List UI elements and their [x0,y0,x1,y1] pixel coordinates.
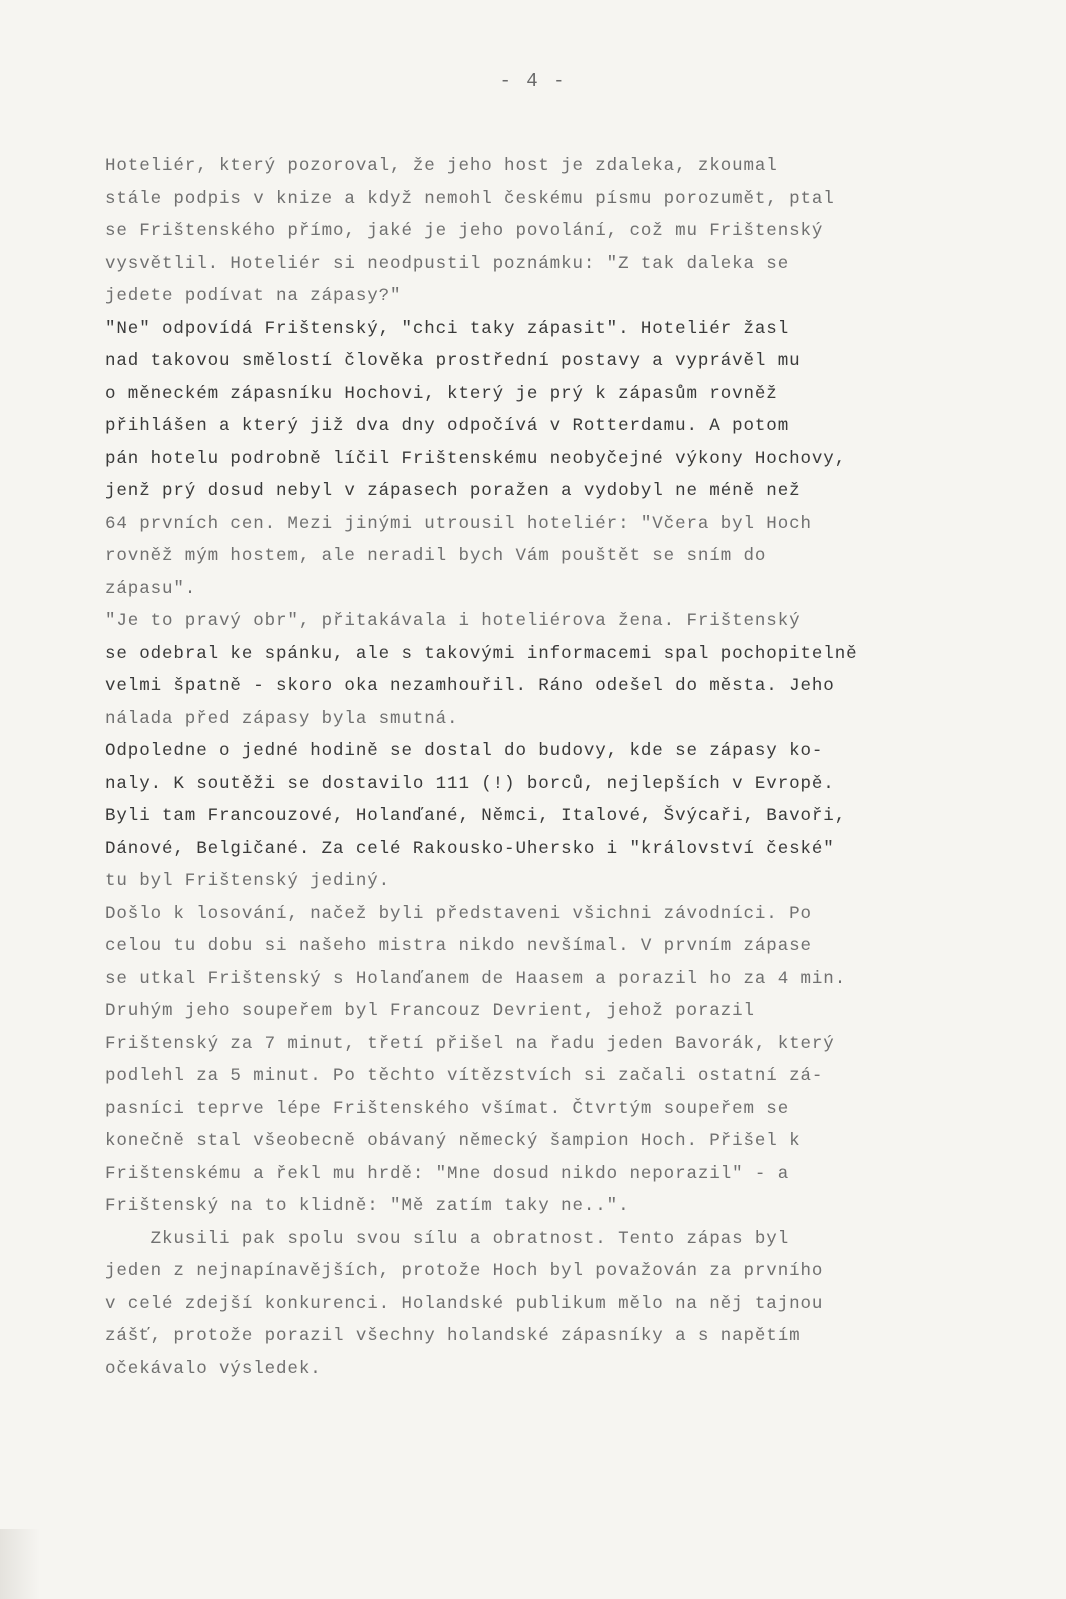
text-line: se odebral ke spánku, ale s takovými informacemi spal pochopitelně [105,643,858,664]
text-line: stále podpis v knize a když nemohl českému písmu porozumět, ptal [105,188,835,209]
text-line: nad takovou smělostí člověka prostřední postavy a vyprávěl mu [105,351,801,371]
text-line: naly. K soutěži se dostavilo 111 (!) borců, nejlepších v Evropě. [105,773,835,794]
text-line: 64 prvních cen. Mezi jinými utrousil hoteliér: "Včera byl Hoch [105,513,812,534]
text-line: tu byl Frištenský jediný. [105,871,391,891]
page-edge-shadow [0,1529,40,1599]
text-line: Frištenský na to klidně: "Mě zatím taky ne..". [105,1196,630,1216]
text-line: přihlášen a který již dva dny odpočívá v Rotterdamu. A potom [105,416,790,436]
text-line: podlehl za 5 minut. Po těchto vítězstvích si začali ostatní zá- [105,1066,824,1086]
text-line: se utkal Frištenský s Holanďanem de Haasem a porazil ho za 4 min. [105,968,847,989]
text-line: Frištenskému a řekl mu hrdě: "Mne dosud nikdo neporazil" - a [105,1163,790,1184]
text-line: velmi špatně - skoro oka nezamhouřil. Ráno odešel do města. Jeho [105,676,835,696]
text-line: vysvětlil. Hoteliér si neodpustil poznámku: "Z tak daleka se [105,253,790,274]
text-line: nálada před zápasy byla smutná. [105,708,459,729]
text-line: "Je to pravý obr", přitakávala i hoteliérova žena. Frištenský [105,611,801,631]
text-line: pán hotelu podrobně líčil Frištenskému neobyčejné výkony Hochovy, [105,448,847,469]
text-line: pasníci teprve lépe Frištenského všímat. Čtvrtým soupeřem se [105,1098,790,1119]
text-line: o měneckém zápasníku Hochovi, který je prý k zápasům rovněž [105,383,778,404]
page-number: - 4 - [499,70,567,92]
body-text [105,150,975,1385]
text-line: konečně stal všeobecně obávaný německý šampion Hoch. Přišel k [105,1131,801,1151]
text-line: jedete podívat na zápasy?" [105,286,402,306]
text-line: jeden z nejnapínavějších, protože Hoch byl považován za prvního [105,1261,824,1281]
text-line: Byli tam Francouzové, Holanďané, Němci, Italové, Švýcaři, Bavoři, [105,806,847,826]
text-line: rovněž mým hostem, ale neradil bych Vám pouštět se sním do [105,546,767,566]
text-line: Hoteliér, který pozoroval, že jeho host je zdaleka, zkoumal [105,156,778,176]
text-line: Zkusili pak spolu svou sílu a obratnost. Tento zápas byl [105,1228,790,1249]
text-line: jenž prý dosud nebyl v zápasech poražen a vydobyl ne méně než [105,481,801,501]
text-line: se Frištenského přímo, jaké je jeho povolání, což mu Frištenský [105,221,824,241]
text-line: Dánové, Belgičané. Za celé Rakousko-Uhersko i "království české" [105,838,835,859]
text-line: Odpoledne o jedné hodině se dostal do budovy, kde se zápasy ko- [105,741,824,761]
text-line: celou tu dobu si našeho mistra nikdo nevšímal. V prvním zápase [105,936,812,956]
text-line: Druhým jeho soupeřem byl Francouz Devrient, jehož porazil [105,1001,755,1021]
text-line: Frištenský za 7 minut, třetí přišel na řadu jeden Bavorák, který [105,1033,835,1054]
text-line: v celé zdejší konkurenci. Holandské publikum mělo na něj tajnou [105,1293,824,1314]
text-line: Došlo k losování, načež byli představeni všichni závodníci. Po [105,903,812,924]
text-line: zápasu". [105,578,197,599]
text-line: "Ne" odpovídá Frištenský, "chci taky zápasit". Hoteliér žasl [105,318,790,339]
text-line: zášť, protože porazil všechny holandské zápasníky a s napětím [105,1326,801,1346]
text-line: očekávalo výsledek. [105,1358,322,1379]
